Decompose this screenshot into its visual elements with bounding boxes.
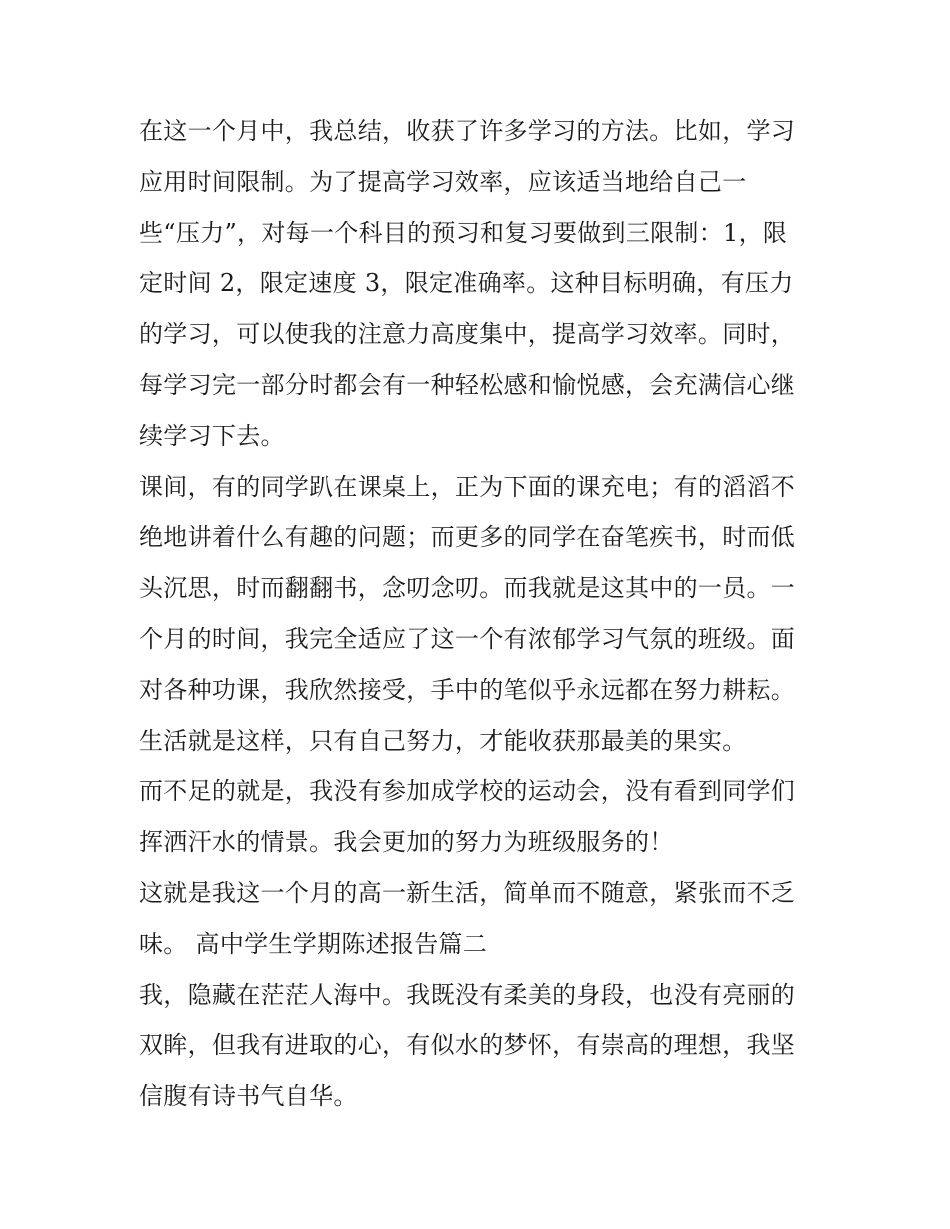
text-line: 对各种功课，我欣然接受，手中的笔似乎永远都在努力耕耘。 — [139, 675, 796, 704]
text-line: 续学习下去。 — [139, 421, 285, 450]
text-line: 双眸，但我有进取的心，有似水的梦怀，有崇高的理想，我坚 — [139, 1031, 796, 1060]
text-line: 课间，有的同学趴在课桌上，正为下面的课充电；有的滔滔不 — [139, 472, 796, 501]
text-line: 定时间 2，限定速度 3，限定准确率。这种目标明确，有压力 — [139, 269, 794, 298]
text-line: 些“压力”，对每一个科目的预习和复习要做到三限制：1，限 — [139, 218, 788, 247]
text-line: 头沉思，时而翻翻书，念叨念叨。而我就是这其中的一员。一 — [139, 574, 796, 603]
text-line: 的学习，可以使我的注意力高度集中，提高学习效率。同时， — [139, 320, 796, 349]
text-line: 味。 高中学生学期陈述报告篇二 — [139, 929, 488, 958]
text-line: 信腹有诗书气自华。 — [139, 1082, 358, 1111]
text-line: 绝地讲着什么有趣的问题；而更多的同学在奋笔疾书，时而低 — [139, 523, 796, 552]
text-line: 生活就是这样，只有自己努力，才能收获那最美的果实。 — [139, 726, 747, 755]
text-line: 我，隐藏在茫茫人海中。我既没有柔美的身段，也没有亮丽的 — [139, 980, 796, 1009]
text-line: 应用时间限制。为了提高学习效率，应该适当地给自己一 — [139, 167, 747, 196]
text-line: 每学习完一部分时都会有一种轻松感和愉悦感，会充满信心继 — [139, 370, 796, 399]
text-line: 挥洒汗水的情景。我会更加的努力为班级服务的！ — [139, 828, 674, 857]
document-body — [139, 106, 829, 1122]
text-line: 而不足的就是，我没有参加成学校的运动会，没有看到同学们 — [139, 777, 796, 806]
text-line: 在这一个月中，我总结，收获了许多学习的方法。比如，学习 — [139, 117, 796, 145]
text-line: 这就是我这一个月的高一新生活，简单而不随意，紧张而不乏 — [139, 878, 796, 907]
text-line: 个月的时间，我完全适应了这一个有浓郁学习气氛的班级。面 — [139, 624, 796, 653]
